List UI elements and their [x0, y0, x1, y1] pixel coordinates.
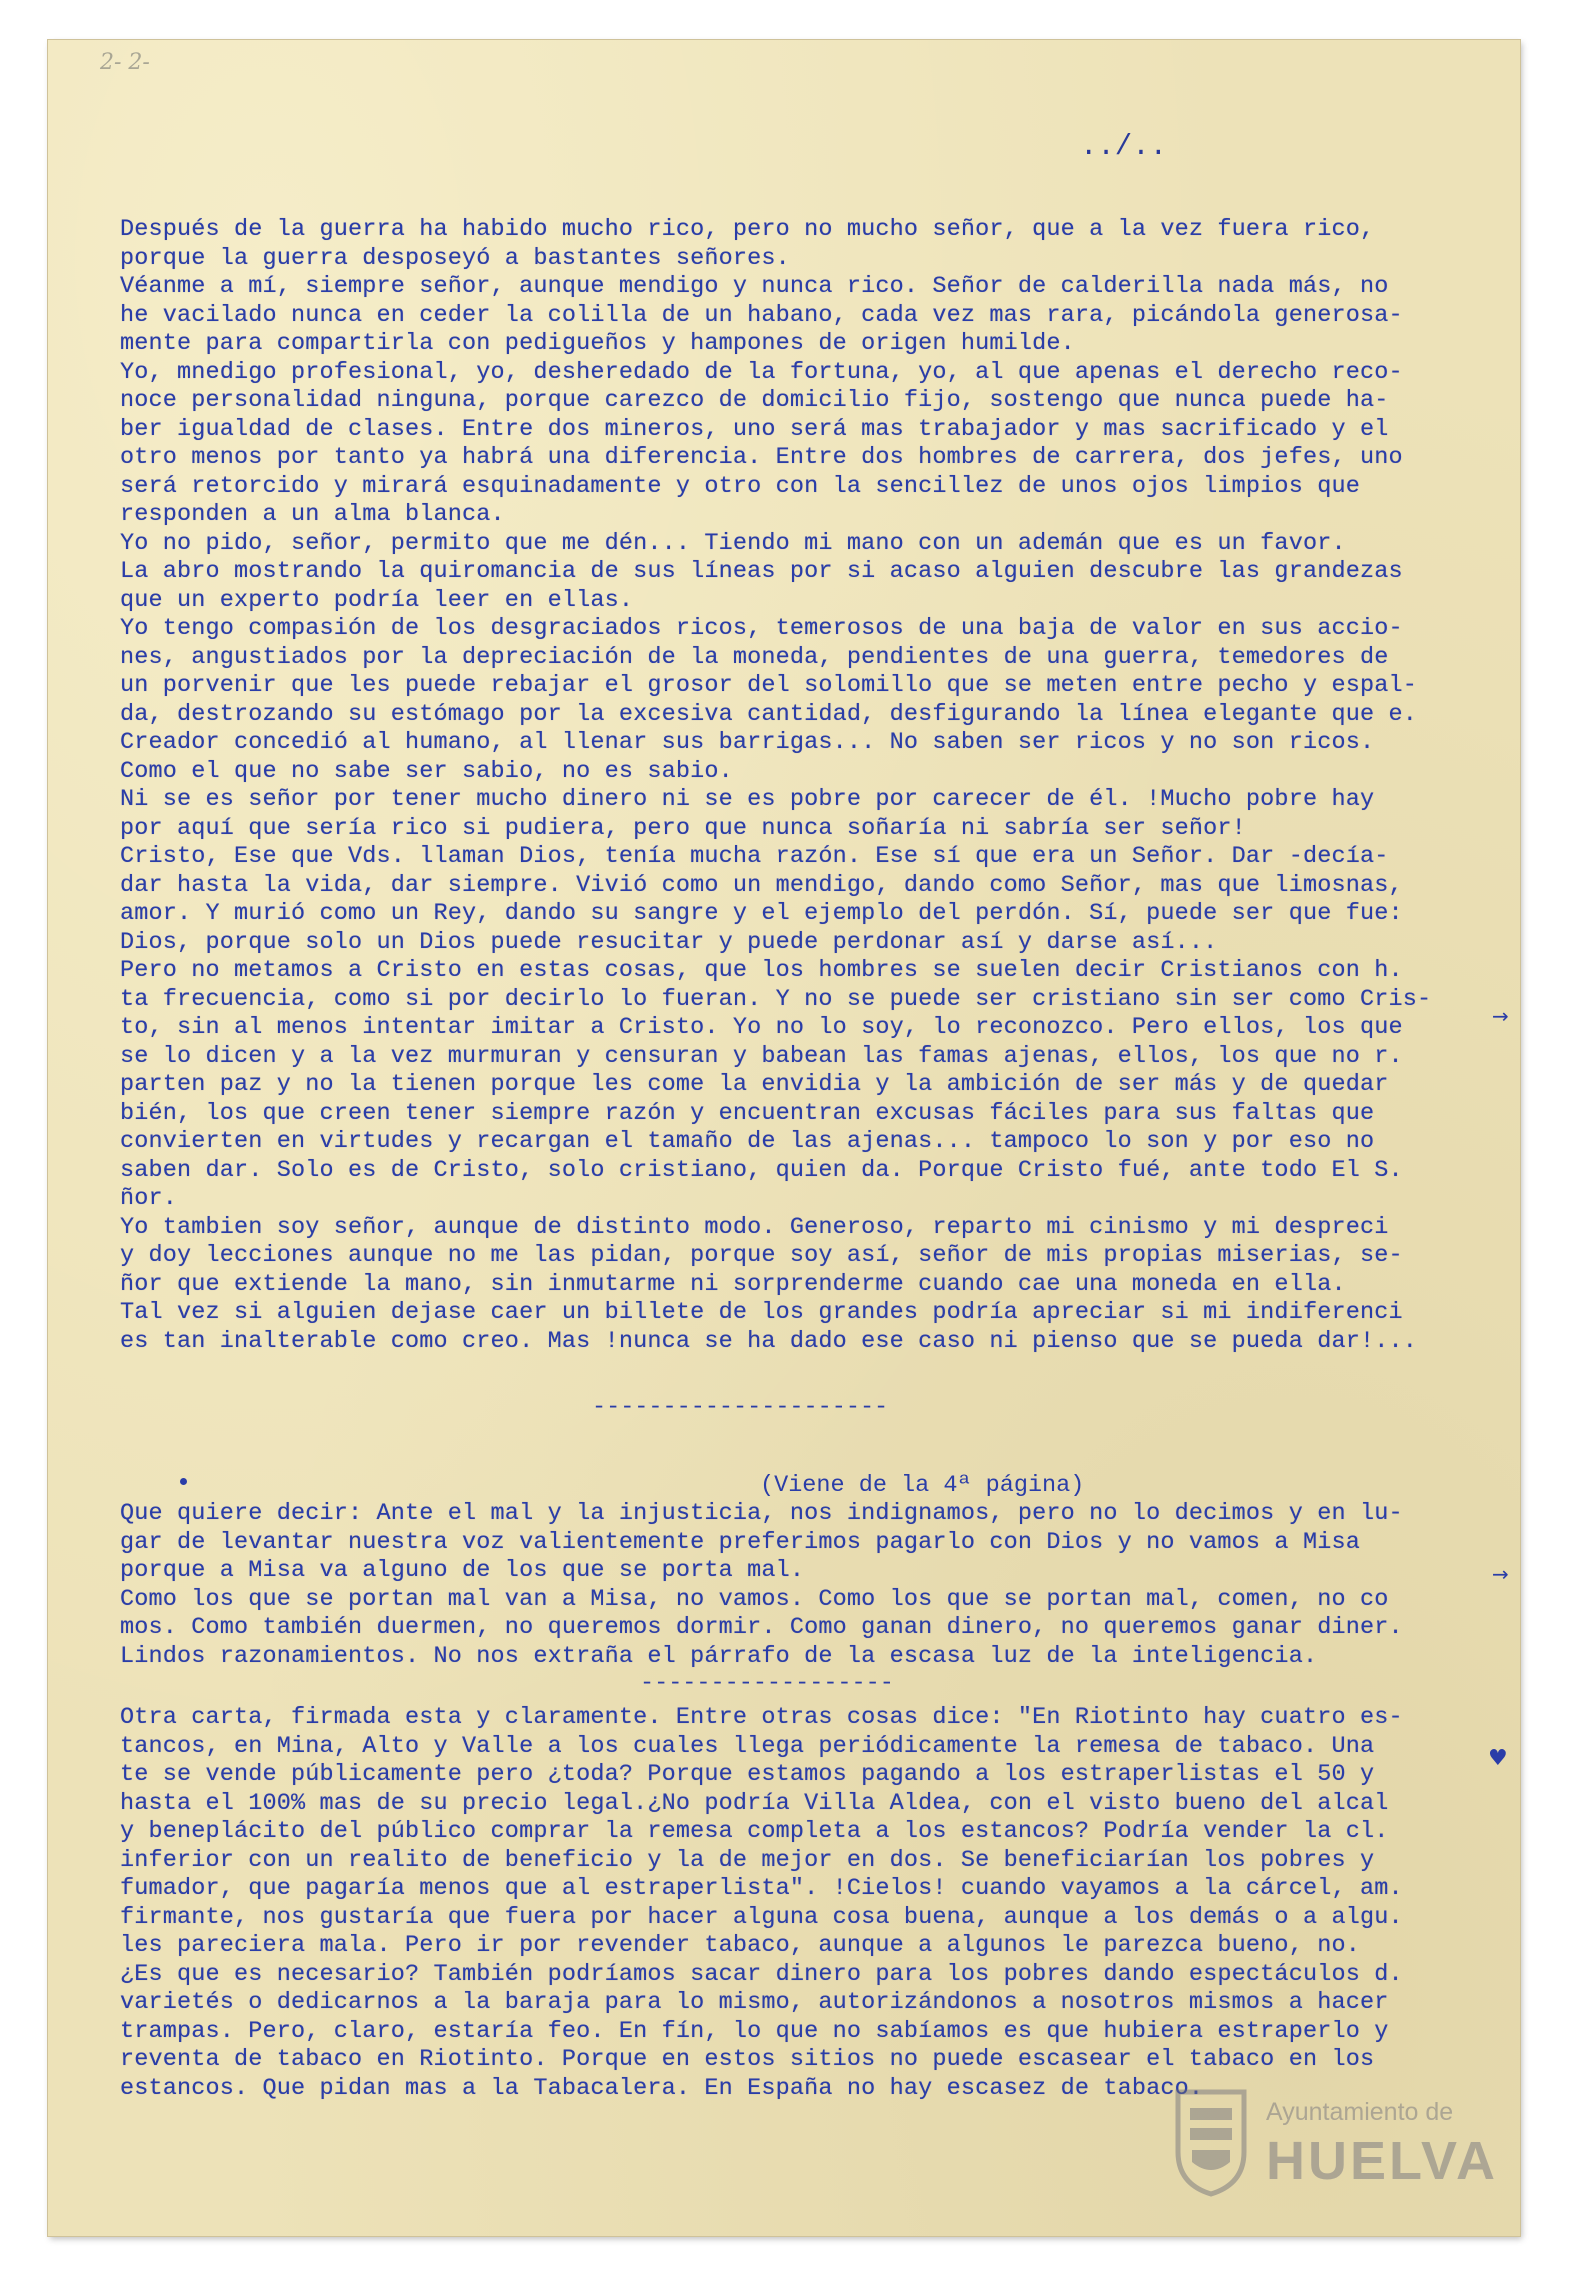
text-line: ñor. [120, 1185, 178, 1212]
text-line: nes, angustiados por la depreciación de la moneda, pendientes de una guerra, temedores de [120, 643, 1389, 671]
text-line: inferior con un realito de beneficio y la de mejor en dos. Se beneficiarían los pobres y [120, 1846, 1375, 1874]
text-line: y doy lecciones aunque no me las pidan, porque soy así, señor de mis propias miserias, se- [120, 1242, 1403, 1269]
text-line: dar hasta la vida, dar siempre. Vivió como un mendigo, dando como Señor, mas que limosnas, [120, 871, 1403, 899]
text-line: otro menos por tanto ya habrá una diferencia. Entre dos hombres de carrera, dos jefes, uno [120, 444, 1403, 471]
text-line: Yo tambien soy señor, aunque de distinto modo. Generoso, reparto mi cinismo y mi despreci [120, 1213, 1389, 1241]
text-line: Cristo, Ese que Vds. llaman Dios, tenía mucha razón. Ese sí que era un Señor. Dar -decía- [120, 843, 1389, 870]
text-line: Como los que se portan mal van a Misa, no vamos. Como los que se portan mal, comen, no co [120, 1585, 1389, 1613]
text-line: he vacilado nunca en ceder la colilla de un habano, cada vez mas rara, picándola generosa- [120, 301, 1403, 329]
text-line: La abro mostrando la quiromancia de sus líneas por si acaso alguien descubre las grandezas [120, 558, 1403, 585]
text-line: Ni se es señor por tener mucho dinero ni se es pobre por carecer de él. !Mucho pobre hay [120, 786, 1375, 813]
pencil-note: 2- 2- [100, 50, 150, 75]
text-line: Como el que no sabe ser sabio, no es sabio. [120, 757, 733, 785]
text-line: mos. Como también duermen, no queremos dormir. Como ganan dinero, no queremos ganar diner. [120, 1614, 1403, 1641]
text-line: Creador concedió al humano, al llenar sus barrigas... No saben ser ricos y no son ricos. [120, 729, 1375, 756]
watermark-line-2: HUELVA [1266, 2131, 1498, 2191]
text-line: y beneplácito del público comprar la remesa completa a los estancos? Podría vender la cl. [120, 1818, 1389, 1845]
section-divider-2: ------------------ [640, 1670, 894, 1697]
text-line: un porvenir que les puede rebajar el grosor del solomillo que se meten entre pecho y espal- [120, 672, 1417, 699]
watermark-line-1: Ayuntamiento de [1266, 2098, 1454, 2126]
text-line: les pareciera mala. Pero ir por revender tabaco, aunque a algunos le parezca bueno, no. [120, 1932, 1360, 1959]
text-line: amor. Y murió como un Rey, dando su sangre y el ejemplo del perdón. Sí, puede ser que fue: [120, 900, 1403, 927]
text-line: Dios, porque solo un Dios puede resucitar y puede perdonar así y darse así... [120, 928, 1218, 956]
section-divider-1: --------------------- [592, 1394, 889, 1421]
text-line: mente para compartirla con pedigueños y hampones de origen humilde. [120, 330, 1075, 357]
text-line: ¿Es que es necesario? También podríamos sacar dinero para los pobres dando espectáculos d. [120, 1960, 1403, 1988]
text-line: bién, los que creen tener siempre razón y encuentran excusas fáciles para sus faltas que [120, 1099, 1375, 1127]
text-line: Véanme a mí, siempre señor, aunque mendigo y nunca rico. Señor de calderilla nada más, no [120, 273, 1389, 300]
text-line: Lindos razonamientos. No nos extraña el párrafo de la escasa luz de la inteligencia. [120, 1642, 1318, 1670]
text-line: que un experto podría leer en ellas. [120, 586, 634, 614]
text-line: Yo no pido, señor, permito que me dén... Tiendo mi mano con un ademán que es un favor. [120, 529, 1346, 557]
page-continuation-marker: ../.. [1080, 130, 1168, 163]
text-line: será retorcido y mirará esquinadamente y otro con la sencillez de unos ojos limpios que [120, 472, 1360, 500]
section-3-text [120, 1704, 1520, 2103]
text-line: Pero no metamos a Cristo en estas cosas, que los hombres se suelen decir Cristianos con h. [120, 957, 1403, 984]
text-line: gar de levantar nuestra voz valientemente preferimos pagarlo con Dios y no vamos a Misa [120, 1528, 1360, 1556]
text-line: trampas. Pero, claro, estaría feo. En fín, lo que no sabíamos es que hubiera estraperlo y [120, 2017, 1389, 2045]
text-line: ñor que extiende la mano, sin inmutarme ni sorprenderme cuando cae una moneda en ella. [120, 1270, 1346, 1298]
text-line: ber igualdad de clases. Entre dos mineros, uno será mas trabajador y mas sacrificado y el [120, 415, 1389, 443]
watermark-seal [1170, 2080, 1498, 2210]
text-line: da, destrozando su estómago por la excesiva cantidad, desfigurando la línea elegante que e. [120, 700, 1417, 728]
text-line: por aquí que sería rico si pudiera, pero que nunca soñaría ni sabría ser señor! [120, 814, 1246, 842]
text-line: Después de la guerra ha habido mucho rico, pero no mucho señor, que a la vez fuera rico, [120, 216, 1375, 243]
text-line: se lo dicen y a la vez murmuran y censuran y babean las famas ajenas, ellos, los que no r. [120, 1042, 1403, 1070]
text-line: hasta el 100% mas de su precio legal.¿No podría Villa Aldea, con el visto bueno del alcal [120, 1789, 1389, 1817]
text-line: reventa de tabaco en Riotinto. Porque en estos sitios no puede escasear el tabaco en los [120, 2046, 1375, 2073]
margin-arrow-icon: → [1492, 1004, 1509, 1028]
continued-from-note: (Viene de la 4ª página) [760, 1472, 1085, 1499]
section-2-text [120, 1500, 1520, 1671]
text-line: Que quiere decir: Ante el mal y la injusticia, nos indignamos, pero no lo decimos y en lu- [120, 1500, 1403, 1527]
text-line: convierten en virtudes y recargan el tamaño de las ajenas... tampoco lo son y por eso no [120, 1128, 1375, 1155]
text-line: firmante, nos gustaría que fuera por hacer alguna cosa buena, aunque a los demás o a algu. [120, 1903, 1403, 1931]
heart-icon: ♥ [1488, 1746, 1508, 1771]
text-line: varietés o dedicarnos a la baraja para lo mismo, autorizándonos a nosotros mismos a hacer [120, 1989, 1389, 2016]
text-line: to, sin al menos intentar imitar a Cristo. Yo no lo soy, lo reconozco. Pero ellos, los que [120, 1014, 1403, 1041]
margin-arrow-icon: → [1492, 1562, 1509, 1586]
text-line: porque la guerra desposeyó a bastantes señores. [120, 244, 790, 272]
text-line: Otra carta, firmada esta y claramente. Entre otras cosas dice: "En Riotinto hay cuatro es- [120, 1704, 1403, 1731]
text-line: fumador, que pagaría menos que al estraperlista". !Cielos! cuando vayamos a la cárcel, am. [120, 1875, 1403, 1902]
section-1-text [120, 216, 1520, 1356]
text-line: noce personalidad ninguna, porque carezco de domicilio fijo, sostengo que nunca puede ha- [120, 387, 1389, 414]
text-line: es tan inalterable como creo. Mas !nunca se ha dado ese caso ni pienso que se pueda dar!... [120, 1327, 1417, 1355]
margin-dot [180, 1478, 187, 1485]
text-line: parten paz y no la tienen porque les come la envidia y la ambición de ser más y de quedar [120, 1071, 1389, 1098]
text-line: estancos. Que pidan mas a la Tabacalera. En España no hay escasez de tabaco. [120, 2074, 1204, 2102]
text-line: te se vende públicamente pero ¿toda? Porque estamos pagando a los estraperlistas el 50 y [120, 1761, 1375, 1788]
text-line: saben dar. Solo es de Cristo, solo cristiano, quien da. Porque Cristo fué, ante todo El S. [120, 1156, 1403, 1184]
text-line: Tal vez si alguien dejase caer un billete de los grandes podría apreciar si mi indiferenci [120, 1299, 1403, 1326]
text-line: Yo, mnedigo profesional, yo, desheredado de la fortuna, yo, al que apenas el derecho reco- [120, 358, 1403, 386]
coat-of-arms-icon [1170, 2086, 1252, 2198]
text-line: tancos, en Mina, Alto y Valle a los cuales llega periódicamente la remesa de tabaco. Una [120, 1732, 1375, 1760]
text-line: ta frecuencia, como si por decirlo lo fueran. Y no se puede ser cristiano sin ser como Cris- [120, 985, 1432, 1013]
text-line: Yo tengo compasión de los desgraciados ricos, temerosos de una baja de valor en sus accio- [120, 615, 1403, 642]
text-line: porque a Misa va alguno de los que se porta mal. [120, 1557, 805, 1584]
text-line: responden a un alma blanca. [120, 501, 505, 528]
